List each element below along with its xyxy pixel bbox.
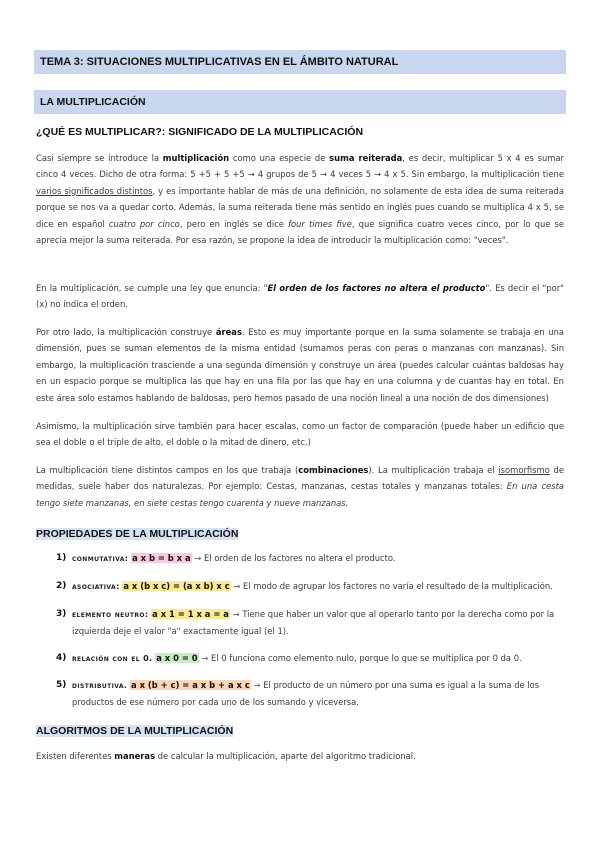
- paragraph-algorithms: [36, 748, 564, 764]
- bold-term-combinaciones: combinaciones: [298, 465, 369, 475]
- property-description: El 0 funciona como elemento nulo, porque lo que se multiplica por 0 da 0.: [208, 653, 522, 663]
- property-description: El modo de agrupar los factores no varía el resultado de la multiplicación.: [240, 581, 553, 591]
- paragraph-scales: Asimismo, la multiplicación sirve también para hacer escalas, como un factor de comparación (puede haber un edificio que sea el doble o el triple de alto, el doble o la mitad de dinero, etc.): [36, 421, 564, 448]
- property-formula: a x b = b x a: [132, 553, 191, 563]
- bold-term-areas: áreas: [215, 327, 242, 337]
- text-run: , que significa cuatro veces cinco, por lo que se aprecia mejor la suma reiterada. Por esa razón, se propone la idea de introducir la multiplicación como: "veces".: [36, 218, 565, 246]
- property-number: 4): [56, 653, 67, 663]
- heading-what-is-multiplying: ¿QUÉ ES MULTIPLICAR?: SIGNIFICADO DE LA MULTIPLICACIÓN: [36, 126, 364, 138]
- paragraph-fields: [36, 462, 564, 511]
- section-title: LA MULTIPLICACIÓN: [34, 90, 566, 114]
- text-run: ). La multiplicación trabaja el: [368, 465, 499, 475]
- property-formula: a x 1 = 1 x a = a: [152, 609, 229, 619]
- arrow-icon: →: [194, 553, 202, 563]
- arrow-icon: →: [232, 609, 240, 619]
- arrow-icon: →: [233, 581, 241, 591]
- paragraph-areas: [36, 324, 564, 406]
- text-run: , pero en inglés se dice: [179, 218, 289, 229]
- property-number: 2): [56, 581, 67, 591]
- text-run: como una especie de: [229, 153, 330, 163]
- arrow-icon: →: [253, 680, 261, 690]
- paragraph-definition: [36, 150, 564, 248]
- text-run: , es decir, multiplicar 5 x 4 es sumar cinco 4 veces. Dicho de otra forma: 5 +5 + 5 +5 → 4 grupos de 5 → 4 veces 5 → 4 x 5. Sin embargo, la multiplicación tiene: [36, 153, 564, 180]
- property-formula: a x (b + c) = a x b + a x c: [131, 680, 250, 690]
- underlined-term: varios significados distintos: [36, 185, 153, 196]
- property-description: El producto de un número por una suma es igual a la suma de los productos de ese número por cada uno de los sumando y viceversa.: [72, 680, 540, 708]
- italic-example: En una cesta tengo siete manzanas, en siete cestas tengo cuarenta y nueve manzanas.: [36, 481, 564, 508]
- property-formula: a x (b x c) = (a x b) x c: [123, 581, 230, 591]
- property-number: 5): [56, 680, 67, 690]
- text-run: Casi siempre se introduce la: [36, 153, 163, 163]
- property-name: relación con el 0.: [72, 654, 153, 663]
- underlined-term-isomorfismo: isomorfismo: [498, 465, 550, 475]
- text-run: Por otro lado, la multiplicación construye: [36, 327, 216, 337]
- paragraph-law: [36, 280, 564, 313]
- bold-term-maneras: maneras: [114, 751, 156, 761]
- heading-algorithms-text: ALGORITMOS DE LA MULTIPLICACIÓN: [36, 725, 234, 737]
- text-run: ". Es decir el "por" (x) no indica el orden.: [36, 283, 565, 310]
- italic-term: four times five: [288, 218, 352, 229]
- property-number: 1): [56, 553, 67, 563]
- property-formula: a x 0 = 0: [156, 653, 198, 663]
- property-item: [56, 550, 566, 567]
- text-run: En la multiplicación, se cumple una ley que enuncia: ": [36, 283, 268, 293]
- bold-italic-law: El orden de los factores no altera el producto: [267, 283, 486, 293]
- property-item: [56, 578, 566, 595]
- property-item: [56, 650, 566, 667]
- text-run: . Esto es muy importante porque en la suma solamente se trabaja en una dimensión, pues se suman elementos de la misma entidad (sumamos peras con peras o manzanas con manzanas). Sin embargo, la multiplicación trasciende a una segunda dimensión y construye un área (puedes calcular cuántas baldosas hay en un espacio porque se multiplica las que hay en una fila por las que hay en una columna y de cuantas hay en total. En este área solo estamos hablando de baldosas, pero hemos pasado de una noción lineal a una noción de dos dimensiones): [36, 327, 565, 403]
- italic-term: cuatro por cinco: [108, 218, 180, 229]
- property-description: El orden de los factores no altera el producto.: [201, 553, 396, 563]
- property-name: asociativa:: [72, 582, 120, 591]
- text-run: de calcular la multiplicación, aparte del algoritmo tradicional.: [155, 751, 416, 761]
- arrow-icon: →: [201, 653, 209, 663]
- property-item: [56, 606, 566, 640]
- property-number: 3): [56, 609, 67, 619]
- bold-term-suma-reiterada: suma reiterada: [329, 153, 403, 163]
- text-run: de medidas, suele haber dos naturalezas. Por ejemplo: Cestas, manzanas, cestas totales y manzanas totales:: [36, 465, 564, 492]
- property-description: Tiene que haber un valor que al operarlo tanto por la derecha como por la izquierda deje el valor "a" exactamente igual (el 1).: [72, 609, 555, 637]
- heading-properties-text: PROPIEDADES DE LA MULTIPLICACIÓN: [36, 528, 239, 540]
- heading-properties: [36, 528, 238, 540]
- text-run: , y es importante hablar de más de una definición, no solamente de esta idea de suma reiterada porque se nos va a quedar corto. Además, la suma reiterada tiene más sentido en inglés pues cuando se multiplica 4 x 5, se dice en español: [36, 185, 565, 229]
- heading-algorithms: [36, 725, 233, 737]
- text-run: Existen diferentes: [36, 751, 115, 761]
- page-title: TEMA 3: SITUACIONES MULTIPLICATIVAS EN EL ÁMBITO NATURAL: [34, 50, 566, 74]
- property-name: conmutativa:: [72, 554, 129, 563]
- property-item: [56, 677, 566, 711]
- bold-term-multiplicacion: multiplicación: [162, 153, 230, 163]
- property-name: elemento neutro:: [72, 610, 149, 619]
- text-run: La multiplicación tiene distintos campos en los que trabaja (: [36, 465, 299, 475]
- property-name: distributiva.: [72, 681, 128, 690]
